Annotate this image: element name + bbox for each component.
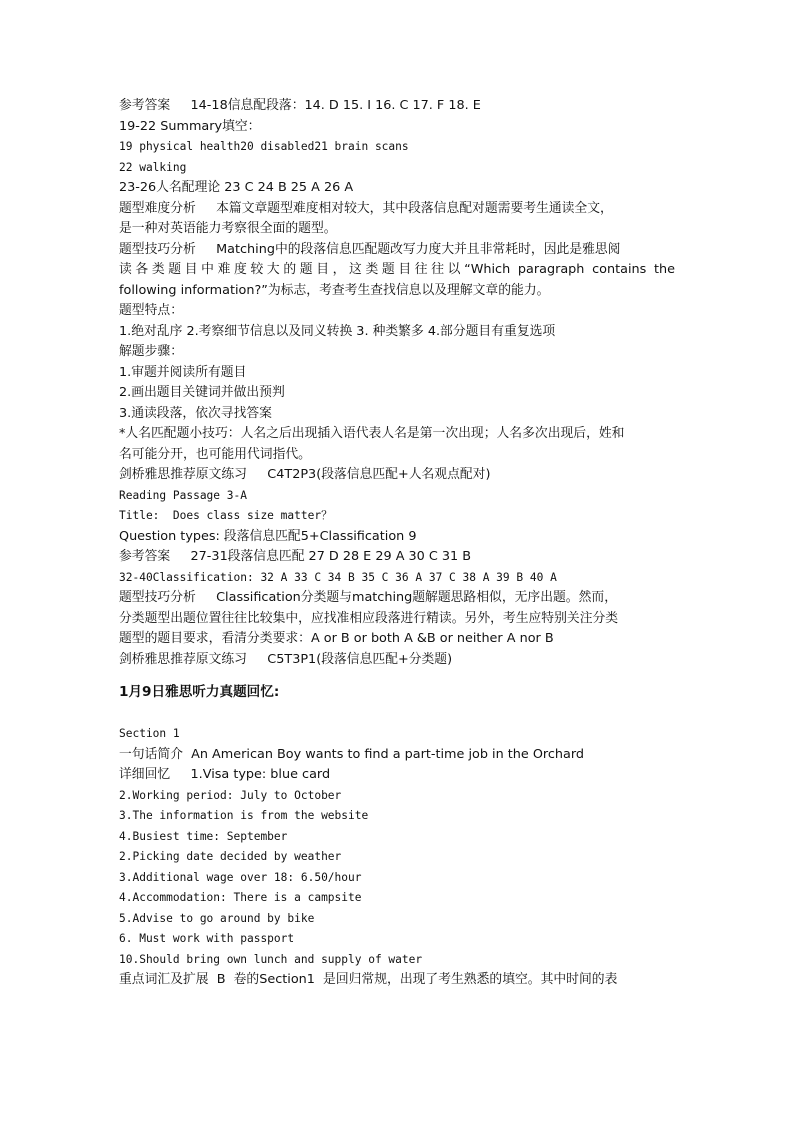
text-line: 参考答案 14-18信息配段落：14. D 15. I 16. C 17. F 18. E xyxy=(119,98,481,113)
text-line: Title: Does class size matter？ xyxy=(119,509,333,522)
text-line: 读各类题目中难度较大的题目，这类题目往往以“Which paragraph contains the xyxy=(119,262,675,277)
text-line: Question types: 段落信息匹配5+Classification 9 xyxy=(119,528,417,544)
text-line: 23-26人名配理论 23 C 24 B 25 A 26 A xyxy=(119,180,354,195)
text-line: following information?”为标志，考查考生查找信息以及理解文章的能力。 xyxy=(119,282,550,298)
text-line: 19 physical health20 disabled21 brain scans xyxy=(119,140,409,153)
text-line: 分类题型出题位置往往比较集中，应找准相应段落进行精读。另外，考生应特别关注分类 xyxy=(119,610,619,626)
text-line: 2.Working period: July to October xyxy=(119,788,342,802)
text-line: 名可能分开，也可能用代词指代。 xyxy=(119,446,311,462)
section-heading: 1月9日雅思听力真题回忆: xyxy=(119,684,280,700)
text-line: Reading Passage 3-A xyxy=(119,488,247,502)
text-line: 题型技巧分析 Matching中的段落信息匹配题改写力度大并且非常耗时，因此是雅思阅 xyxy=(119,241,621,257)
text-line: 6. Must work with passport xyxy=(119,932,295,945)
text-line: 剑桥雅思推荐原文练习 C4T2P3(段落信息匹配+人名观点配对) xyxy=(119,467,491,482)
text-line: 2.画出题目关键词并做出预判 xyxy=(119,385,285,400)
text-line: 5.Advise to go around by bike xyxy=(119,911,315,925)
text-line: 详细回忆 1.Visa type: blue card xyxy=(119,767,331,782)
text-line: 一句话简介 An American Boy wants to find a part-time job in the Orchard xyxy=(119,746,585,762)
text-line: 题型的题目要求，看清分类要求：A or B or both A &B or neither A nor B xyxy=(119,631,554,646)
document-body xyxy=(119,96,675,991)
text-line: 解题步骤： xyxy=(119,344,183,359)
text-line: Section 1 xyxy=(119,727,180,740)
text-line: 32-40Classification: 32 A 33 C 34 B 35 C 36 A 37 C 38 A 39 B 40 A xyxy=(119,570,557,584)
text-line: 1.审题并阅读所有题目 xyxy=(119,364,247,380)
text-line: 22 walking xyxy=(119,160,187,174)
text-line: 10.Should bring own lunch and supply of water xyxy=(119,952,423,966)
text-line: 19-22 Summary填空： xyxy=(119,118,261,134)
text-line: *人名匹配题小技巧：人名之后出现插入语代表人名是第一次出现；人名多次出现后，姓和 xyxy=(119,426,625,441)
text-line: 3.通读段落，依次寻找答案 xyxy=(119,405,272,421)
text-line: 4.Accommodation: There is a campsite xyxy=(119,891,362,904)
text-line: 重点词汇及扩展 B 卷的Section1 是回归常规，出现了考生熟悉的填空。其中时间的表 xyxy=(119,972,618,987)
text-line: 题型技巧分析 Classification分类题与matching题解题思路相似，无序出题。然而， xyxy=(119,590,617,605)
text-line: 1.绝对乱序 2.考察细节信息以及同义转换 3. 种类繁多 4.部分题目有重复选项 xyxy=(119,323,556,339)
text-line: 题型难度分析 本篇文章题型难度相对较大，其中段落信息配对题需要考生通读全文， xyxy=(119,200,613,216)
text-line: 4.Busiest time: September xyxy=(119,829,288,843)
text-line: 剑桥雅思推荐原文练习 C5T3P1(段落信息匹配+分类题) xyxy=(119,651,453,667)
text-line: 是一种对英语能力考察很全面的题型。 xyxy=(119,221,337,236)
text-line: 3.Additional wage over 18: 6.50/hour xyxy=(119,870,362,884)
text-line: 参考答案 27-31段落信息匹配 27 D 28 E 29 A 30 C 31 B xyxy=(119,549,471,564)
text-line: 3.The information is from the website xyxy=(119,809,369,822)
text-line: 2.Picking date decided by weather xyxy=(119,850,342,863)
text-line: 题型特点： xyxy=(119,303,183,318)
